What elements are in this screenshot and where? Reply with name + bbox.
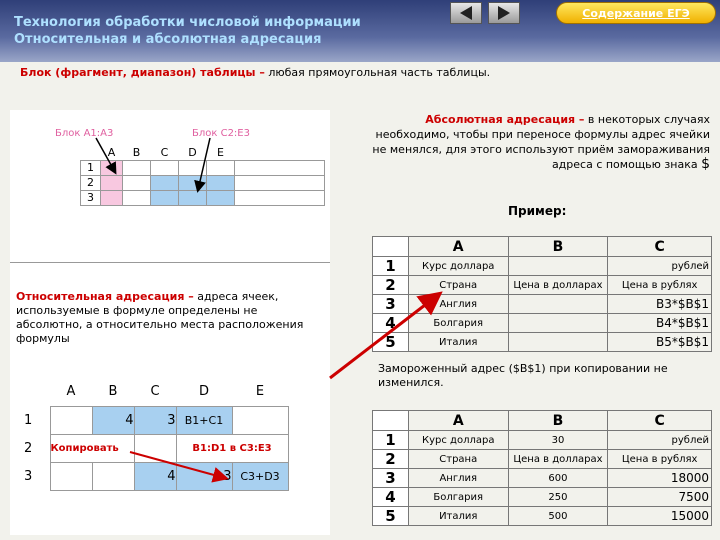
cell: 15000 — [608, 507, 712, 526]
cell: Англия — [408, 469, 508, 488]
arrow-frozen — [330, 295, 438, 378]
cell: рублей — [608, 257, 712, 276]
block-a-label: Блок A1:A3 — [55, 128, 114, 139]
dollar-sign: $ — [701, 156, 710, 172]
row-header: 1 — [81, 160, 101, 175]
copy-label: Копировать — [50, 434, 134, 462]
cell: Англия — [408, 295, 508, 314]
cell: Болгария — [408, 314, 508, 333]
cell: 18000 — [608, 469, 712, 488]
block-c-label: Блок C2:E3 — [192, 128, 250, 139]
cell: Страна — [408, 276, 508, 295]
cell: Цена в рублях — [608, 450, 712, 469]
cell: B3*$B$1 — [608, 295, 712, 314]
arrow-block-a — [96, 138, 115, 172]
block-term: Блок (фрагмент, диапазон) таблицы – — [20, 66, 265, 79]
example-label: Пример: — [508, 204, 567, 218]
col-header: C — [608, 411, 712, 431]
cell: рублей — [608, 431, 712, 450]
col-header: D — [198, 384, 209, 400]
cell: B5*$B$1 — [608, 333, 712, 352]
col-header: C — [150, 384, 160, 400]
relative-text: адреса ячеек, используемые в формуле определены не абсолютно, а относительно места расположения формулы — [16, 290, 304, 345]
row-header: 2 — [24, 440, 33, 456]
cell: Страна — [408, 450, 508, 469]
col-header: B — [108, 384, 118, 400]
block-text: любая прямоугольная часть таблицы. — [264, 66, 491, 79]
cell: Курс доллара — [408, 431, 508, 450]
col-header: A — [408, 411, 508, 431]
frozen-address-note: Замороженный адрес ($B$1) при копировании не изменился. — [378, 362, 668, 389]
cell: Италия — [408, 507, 508, 526]
cell-b1: 4 — [92, 406, 134, 434]
row-header: 3 — [373, 469, 409, 488]
row-header: 3 — [24, 468, 33, 484]
cell-d1: B1+C1 — [176, 406, 232, 434]
row-header: 3 — [373, 295, 409, 314]
col-header: D — [188, 145, 197, 159]
contents-button[interactable]: Содержание ЕГЭ — [556, 2, 716, 24]
arrow-block-c — [198, 138, 210, 190]
col-header: B — [508, 411, 608, 431]
cell: Цена в рублях — [608, 276, 712, 295]
col-header: E — [217, 145, 224, 159]
cell-e3: C3+D3 — [232, 462, 288, 490]
arrow-copy — [130, 452, 225, 478]
absolute-text: в некоторых случаях необходимо, чтобы при переносе формулы адрес ячейки не менялся, для этого используют приём замораживания адреса с помощью знака — [372, 113, 710, 171]
cell: B4*$B$1 — [608, 314, 712, 333]
row-header: 3 — [81, 190, 101, 205]
col-header: A — [66, 384, 76, 400]
row-header: 2 — [373, 450, 409, 469]
cell-c1: 3 — [134, 406, 176, 434]
cell: Цена в долларах — [508, 450, 608, 469]
copy-range-label: B1:D1 в C3:E3 — [176, 434, 288, 462]
cell: Болгария — [408, 488, 508, 507]
row-header: 2 — [81, 175, 101, 190]
cell: 7500 — [608, 488, 712, 507]
col-header: C — [160, 145, 169, 159]
col-header: A — [107, 145, 116, 159]
cell: Курс доллара — [408, 257, 508, 276]
col-header: B — [508, 237, 608, 257]
row-header: 5 — [373, 507, 409, 526]
absolute-term: Абсолютная адресация – — [425, 113, 585, 126]
cell-c3: 4 — [134, 462, 176, 490]
row-header: 1 — [373, 431, 409, 450]
col-header: C — [608, 237, 712, 257]
row-header: 2 — [373, 276, 409, 295]
row-header: 1 — [373, 257, 409, 276]
cell: 500 — [508, 507, 608, 526]
slide-title-line1: Технология обработки числовой информации — [14, 15, 361, 30]
row-header: 4 — [373, 314, 409, 333]
cell: Цена в долларах — [508, 276, 608, 295]
slide-title-line2: Относительная и абсолютная адресация — [14, 32, 322, 47]
row-header: 4 — [373, 488, 409, 507]
col-header: B — [132, 145, 141, 159]
row-header: 1 — [24, 412, 33, 428]
col-header: E — [255, 384, 265, 400]
relative-term: Относительная адресация – — [16, 290, 194, 303]
row-header: 5 — [373, 333, 409, 352]
cell: 250 — [508, 488, 608, 507]
col-header: A — [408, 237, 508, 257]
cell: 600 — [508, 469, 608, 488]
cell-d3: 3 — [176, 462, 232, 490]
cell: Италия — [408, 333, 508, 352]
cell: 30 — [508, 431, 608, 450]
